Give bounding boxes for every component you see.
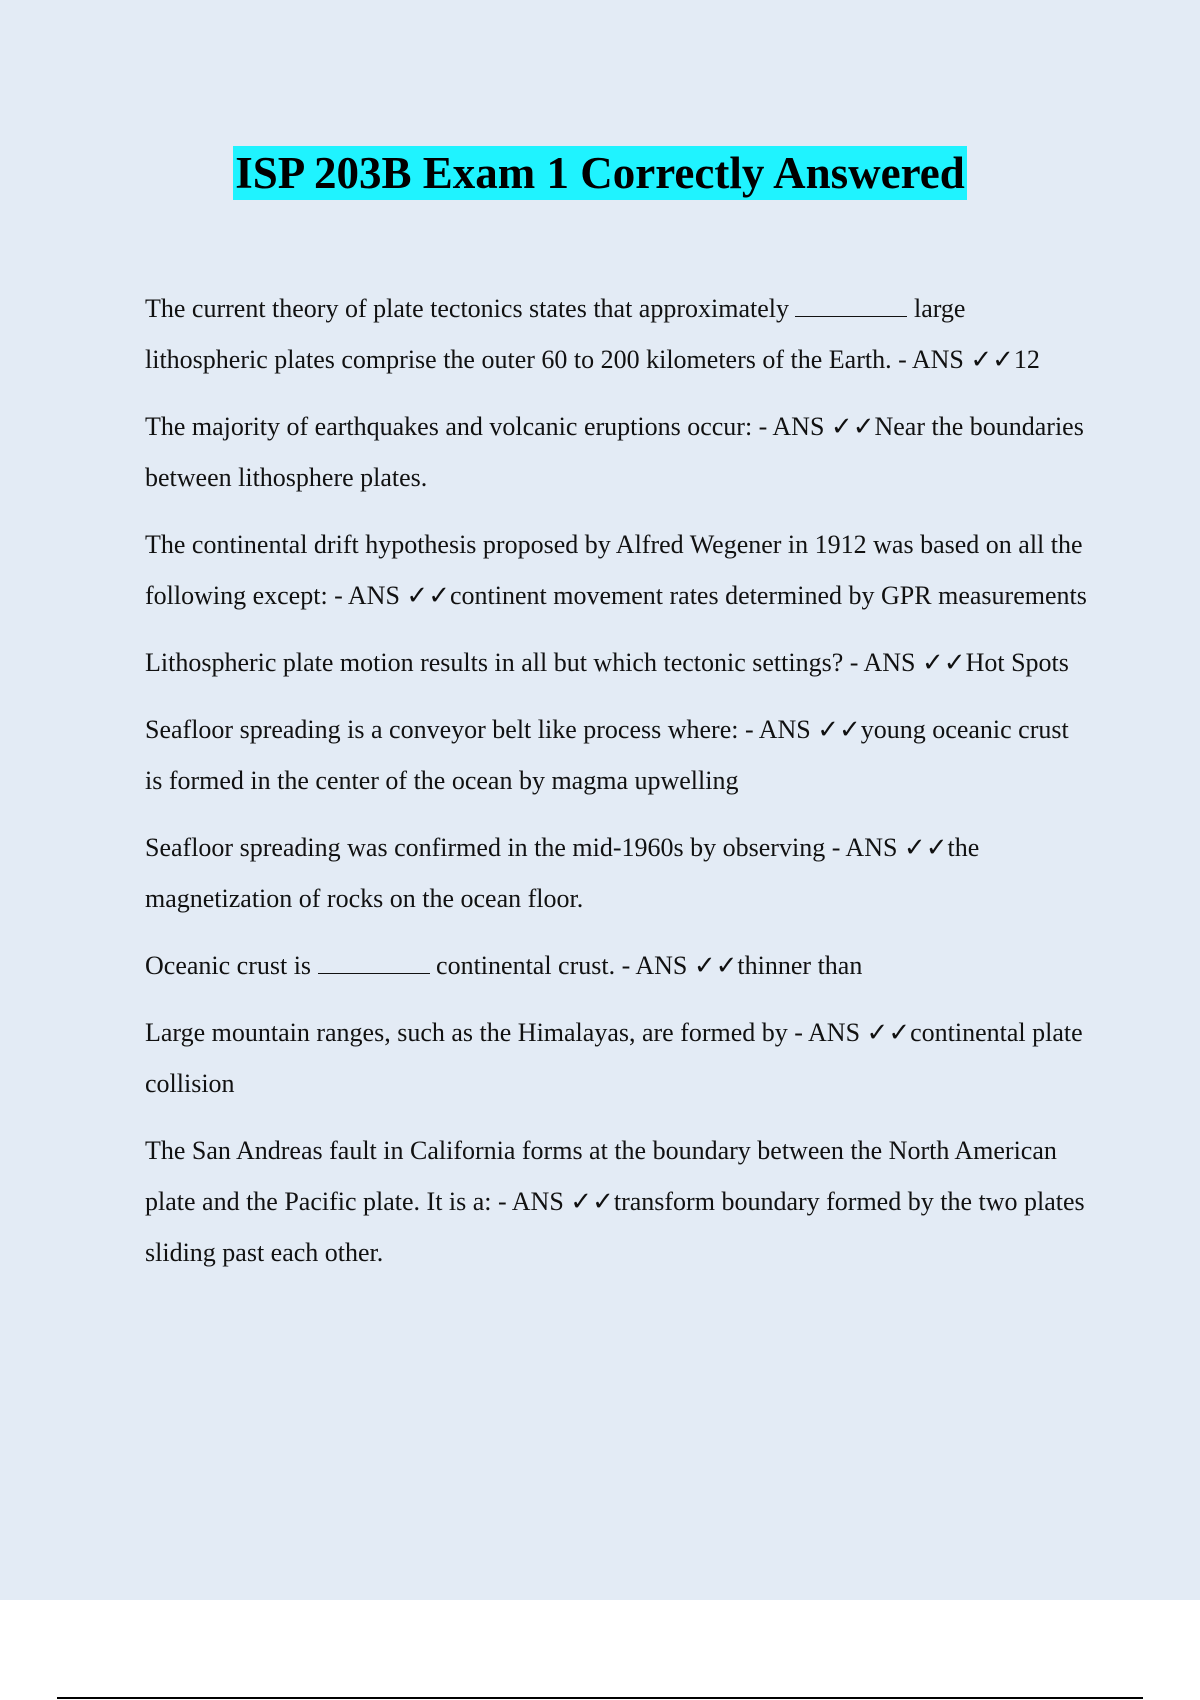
title-container: [0, 146, 1200, 200]
answer-text: continent movement rates determined by GPR measurements: [450, 581, 1087, 610]
question-text: Seafloor spreading is a conveyor belt like process where: -: [145, 715, 759, 744]
answer-marker: ANS ✓✓: [772, 412, 875, 441]
question-item: [145, 940, 1090, 991]
question-answer-list: [145, 283, 1090, 1294]
answer-marker: ANS ✓✓: [347, 581, 450, 610]
answer-marker: ANS ✓✓: [845, 833, 948, 862]
question-item: [145, 401, 1090, 503]
question-item: [145, 283, 1090, 385]
answer-text: Hot Spots: [965, 648, 1069, 677]
fill-in-blank: [795, 295, 907, 317]
question-text: The continental drift hypothesis proposed by Alfred Wegener in 1912 was based on all the following except: -: [145, 530, 1083, 610]
answer-text: Near the boundaries between lithosphere plates.: [145, 412, 1084, 492]
answer-text: transform boundary formed by the two plates sliding past each other.: [145, 1187, 1085, 1267]
question-text: Large mountain ranges, such as the Himalayas, are formed by -: [145, 1018, 809, 1047]
footer-divider: [57, 1697, 1143, 1699]
answer-text: thinner than: [737, 951, 863, 980]
answer-marker: ANS ✓✓: [863, 648, 966, 677]
question-text: Oceanic crust is: [145, 951, 318, 980]
question-text: Seafloor spreading was confirmed in the mid-1960s by observing -: [145, 833, 846, 862]
question-text-continued: continental crust. -: [429, 951, 636, 980]
answer-marker: ANS ✓✓: [511, 1187, 614, 1216]
page-title: ISP 203B Exam 1 Correctly Answered: [235, 148, 965, 198]
question-text: The majority of earthquakes and volcanic eruptions occur: -: [145, 412, 773, 441]
answer-marker: ANS ✓✓: [911, 345, 1014, 374]
question-text: The current theory of plate tectonics states that approximately: [145, 294, 796, 323]
answer-marker: ANS ✓✓: [808, 1018, 911, 1047]
answer-marker: ANS ✓✓: [758, 715, 861, 744]
question-item: [145, 519, 1090, 621]
question-text: The San Andreas fault in California forms at the boundary between the North American plate and the Pacific plate. It is a: -: [145, 1136, 1057, 1216]
answer-marker: ANS ✓✓: [635, 951, 738, 980]
question-item: [145, 1125, 1090, 1278]
question-item: [145, 822, 1090, 924]
answer-text: the magnetization of rocks on the ocean floor.: [145, 833, 980, 913]
question-item: [145, 1007, 1090, 1109]
question-text: Lithospheric plate motion results in all but which tectonic settings? -: [145, 648, 864, 677]
answer-text: 12: [1013, 345, 1040, 374]
question-text-continued: large lithospheric plates comprise the outer 60 to 200 kilometers of the Earth. -: [145, 294, 966, 374]
answer-text: continental plate collision: [145, 1018, 1083, 1098]
question-item: [145, 704, 1090, 806]
fill-in-blank: [318, 952, 430, 974]
question-item: [145, 637, 1090, 688]
answer-text: young oceanic crust is formed in the center of the ocean by magma upwelling: [145, 715, 1069, 795]
